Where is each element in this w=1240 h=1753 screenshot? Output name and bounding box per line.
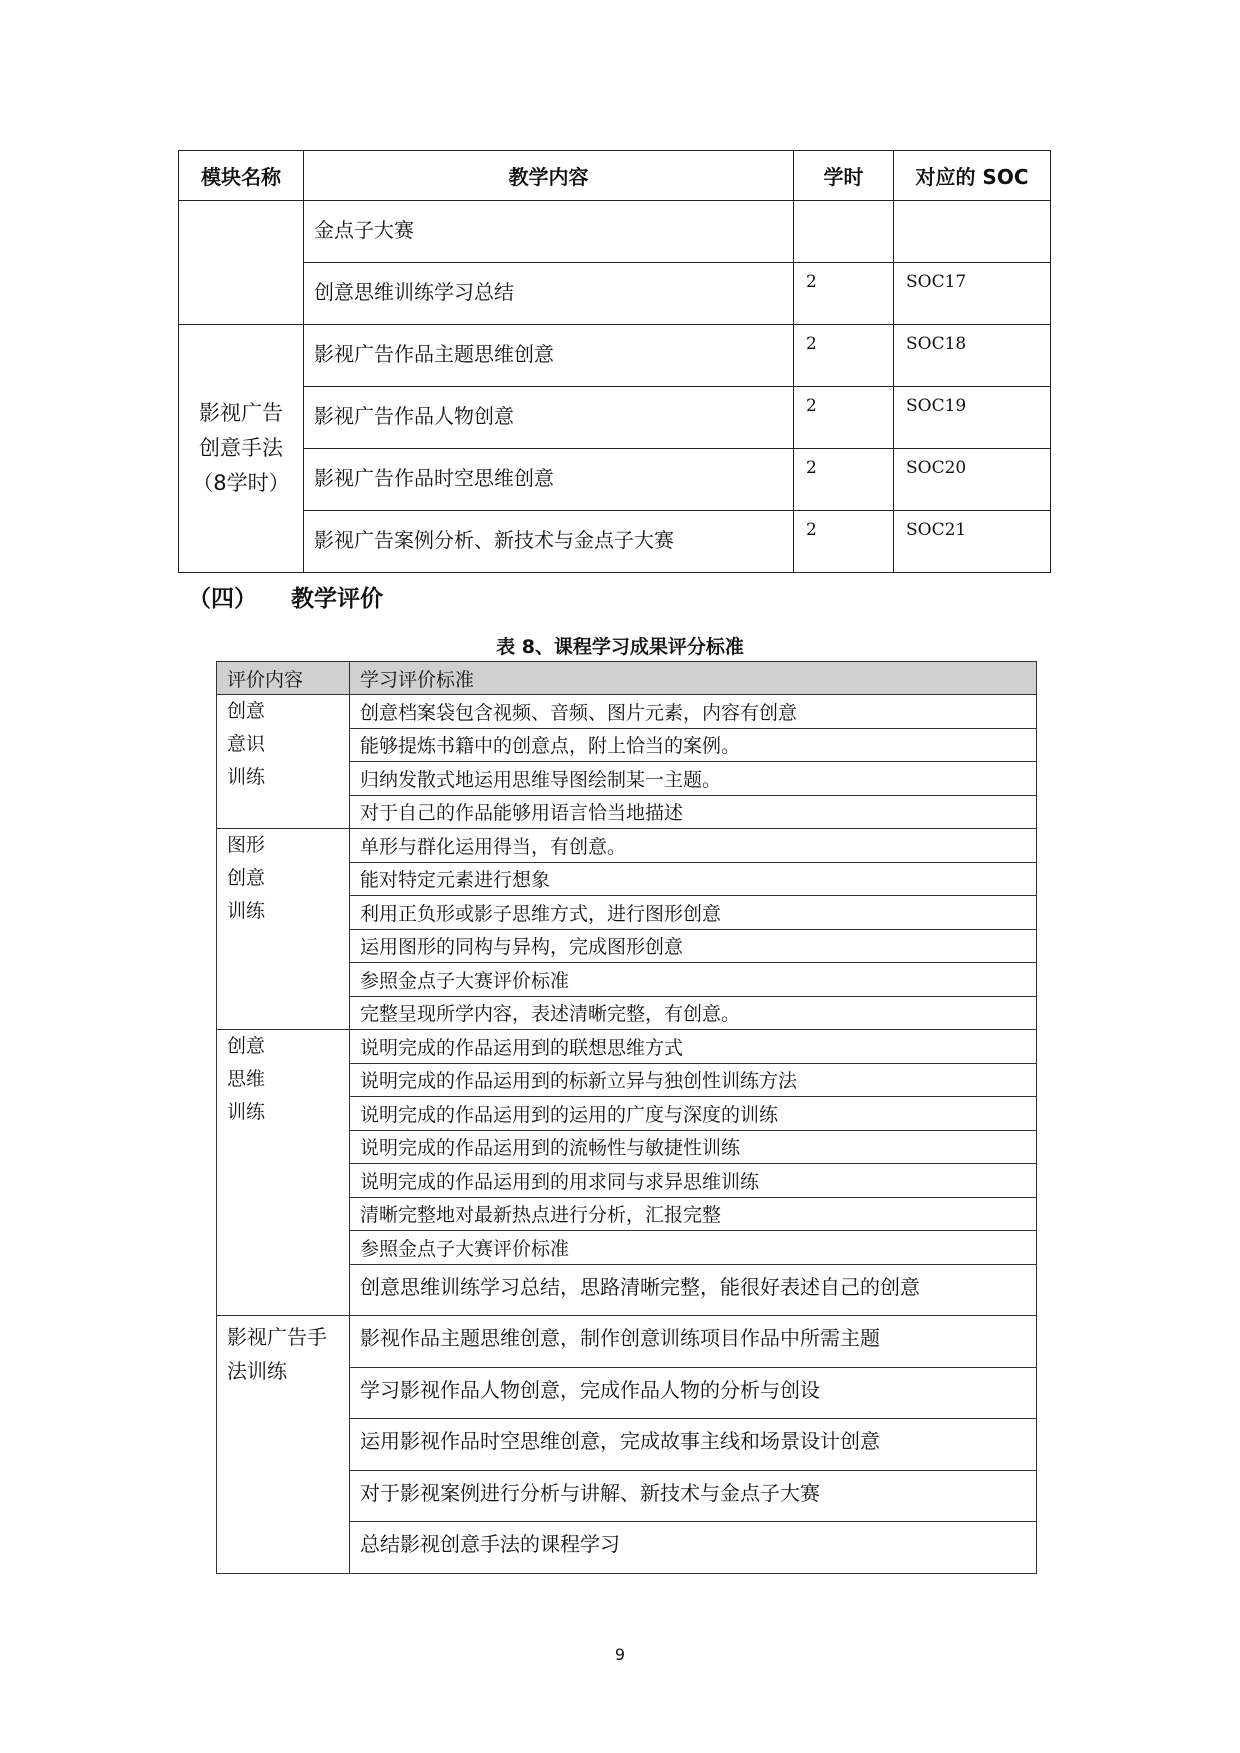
category-line: 图形 xyxy=(227,834,266,856)
section-title: 教学评价 xyxy=(291,586,383,612)
criterion-cell: 对于自己的作品能够用语言恰当地描述 xyxy=(350,795,1037,829)
header-module-name: 模块名称 xyxy=(179,151,304,201)
criterion-cell: 对于影视案例进行分析与讲解、新技术与金点子大赛 xyxy=(350,1470,1037,1522)
course-module-table xyxy=(178,150,1051,573)
header-soc: 对应的 SOC xyxy=(894,151,1051,201)
content-cell: 影视广告作品人物创意 xyxy=(304,387,794,449)
header-eval-content: 评价内容 xyxy=(217,662,350,695)
criterion-cell: 能够提炼书籍中的创意点，附上恰当的案例。 xyxy=(350,728,1037,762)
content-cell: 影视广告作品主题思维创意 xyxy=(304,325,794,387)
criterion-cell: 能对特定元素进行想象 xyxy=(350,862,1037,896)
category-line: 意识 xyxy=(227,733,266,755)
module-cell-empty xyxy=(179,201,304,325)
table-row xyxy=(217,1316,1037,1368)
header-hours: 学时 xyxy=(794,151,894,201)
module-name-cell xyxy=(179,325,304,573)
hours-cell: 2 xyxy=(794,263,894,325)
table-row xyxy=(179,511,1051,573)
criterion-cell: 说明完成的作品运用到的流畅性与敏捷性训练 xyxy=(350,1130,1037,1164)
table-header-row xyxy=(179,151,1051,201)
criterion-cell: 运用图形的同构与异构，完成图形创意 xyxy=(350,929,1037,963)
soc-cell: SOC17 xyxy=(894,263,1051,325)
table-row xyxy=(179,387,1051,449)
category-line: 影视广告手 xyxy=(227,1325,327,1349)
criterion-cell: 参照金点子大赛评价标准 xyxy=(350,1231,1037,1265)
criterion-cell: 清晰完整地对最新热点进行分析，汇报完整 xyxy=(350,1197,1037,1231)
page-number: 9 xyxy=(614,1645,626,1664)
category-line: 训练 xyxy=(227,766,266,788)
content-cell: 影视广告作品时空思维创意 xyxy=(304,449,794,511)
criterion-cell: 运用影视作品时空思维创意，完成故事主线和场景设计创意 xyxy=(350,1419,1037,1471)
table-row xyxy=(179,449,1051,511)
soc-cell: SOC19 xyxy=(894,387,1051,449)
criterion-cell: 说明完成的作品运用到的运用的广度与深度的训练 xyxy=(350,1097,1037,1131)
table-row xyxy=(217,829,1037,863)
category-line: 创意 xyxy=(227,1035,266,1057)
criterion-cell: 说明完成的作品运用到的标新立异与独创性训练方法 xyxy=(350,1063,1037,1097)
module-line: （8学时） xyxy=(192,471,290,495)
category-line: 创意 xyxy=(227,700,266,722)
soc-cell: SOC20 xyxy=(894,449,1051,511)
category-line: 训练 xyxy=(227,900,266,922)
content-cell: 金点子大赛 xyxy=(304,201,794,263)
evaluation-criteria-table xyxy=(216,661,1037,1574)
criterion-cell: 说明完成的作品运用到的用求同与求异思维训练 xyxy=(350,1164,1037,1198)
category-cell xyxy=(217,1316,350,1574)
header-content: 教学内容 xyxy=(304,151,794,201)
criterion-cell: 创意档案袋包含视频、音频、图片元素，内容有创意 xyxy=(350,695,1037,729)
category-line: 训练 xyxy=(227,1101,266,1123)
section-heading xyxy=(188,580,383,613)
table-row xyxy=(179,201,1051,263)
hours-cell: 2 xyxy=(794,511,894,573)
content-cell: 创意思维训练学习总结 xyxy=(304,263,794,325)
hours-cell xyxy=(794,201,894,263)
criterion-cell: 利用正负形或影子思维方式，进行图形创意 xyxy=(350,896,1037,930)
criterion-cell: 完整呈现所学内容，表述清晰完整，有创意。 xyxy=(350,996,1037,1030)
category-line: 法训练 xyxy=(227,1359,287,1383)
module-line: 影视广告 xyxy=(199,401,283,425)
soc-cell: SOC21 xyxy=(894,511,1051,573)
criterion-cell: 影视作品主题思维创意，制作创意训练项目作品中所需主题 xyxy=(350,1316,1037,1368)
category-cell xyxy=(217,695,350,829)
soc-cell xyxy=(894,201,1051,263)
hours-cell: 2 xyxy=(794,387,894,449)
table-row xyxy=(179,263,1051,325)
hours-cell: 2 xyxy=(794,449,894,511)
table-row xyxy=(217,695,1037,729)
module-line: 创意手法 xyxy=(199,436,283,460)
criterion-cell: 学习影视作品人物创意，完成作品人物的分析与创设 xyxy=(350,1367,1037,1419)
soc-cell: SOC18 xyxy=(894,325,1051,387)
category-line: 思维 xyxy=(227,1068,266,1090)
content-cell: 影视广告案例分析、新技术与金点子大赛 xyxy=(304,511,794,573)
criterion-cell: 单形与群化运用得当，有创意。 xyxy=(350,829,1037,863)
table-row xyxy=(217,1030,1037,1064)
hours-cell: 2 xyxy=(794,325,894,387)
criterion-cell: 说明完成的作品运用到的联想思维方式 xyxy=(350,1030,1037,1064)
table-row xyxy=(179,325,1051,387)
header-eval-standard: 学习评价标准 xyxy=(350,662,1037,695)
section-number: （四） xyxy=(188,586,257,612)
criterion-cell: 总结影视创意手法的课程学习 xyxy=(350,1522,1037,1574)
category-cell xyxy=(217,1030,350,1316)
table-header-row xyxy=(217,662,1037,695)
category-cell xyxy=(217,829,350,1030)
criterion-cell: 参照金点子大赛评价标准 xyxy=(350,963,1037,997)
category-line: 创意 xyxy=(227,867,266,889)
criterion-cell: 创意思维训练学习总结，思路清晰完整，能很好表述自己的创意 xyxy=(350,1264,1037,1316)
criterion-cell: 归纳发散式地运用思维导图绘制某一主题。 xyxy=(350,762,1037,796)
table-caption: 表 8、课程学习成果评分标准 xyxy=(496,636,744,658)
